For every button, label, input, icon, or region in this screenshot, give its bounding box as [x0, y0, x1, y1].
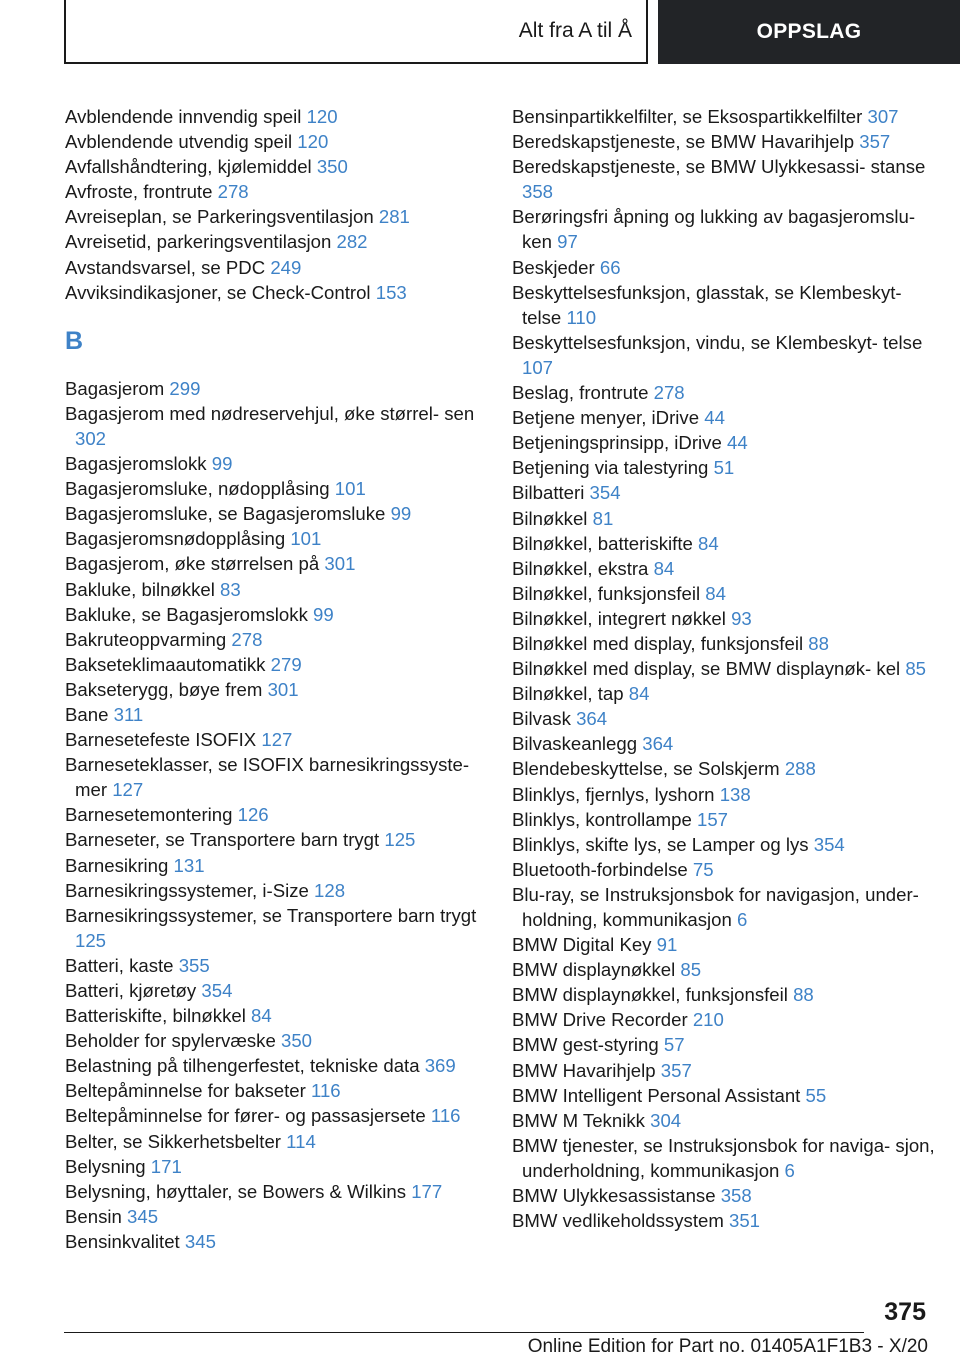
footer-edition-text: Online Edition for Part no. 01405A1F1B3 - X/20 [527, 1336, 928, 1357]
index-entry [512, 430, 937, 455]
index-entry [65, 1204, 485, 1229]
index-entry [512, 104, 937, 129]
index-entry [512, 480, 937, 505]
index-entry-page-link[interactable]: 101 [290, 528, 322, 550]
index-entry-text: Blu-ray, se Instruksjonsbok for navigasjon, under‐ holdning, kommunikasjon [512, 883, 919, 930]
index-entry-text: Bilnøkkel, tap [512, 683, 624, 705]
index-entry [512, 857, 937, 882]
index-entry-text: Batteri, kaste [65, 954, 174, 976]
index-entry [512, 606, 937, 631]
index-entry-page-link[interactable]: 345 [184, 1230, 216, 1252]
index-entry-page-link[interactable]: 6 [784, 1159, 795, 1181]
index-entry [512, 1007, 937, 1032]
index-entry [65, 727, 485, 752]
index-entry-page-link[interactable]: 153 [375, 281, 407, 303]
index-entry-text: BMW Intelligent Personal Assistant [512, 1084, 801, 1106]
index-entry-page-link[interactable]: 83 [220, 578, 241, 600]
index-entry [65, 179, 485, 204]
index-entry-text: BMW M Teknikk [512, 1109, 645, 1131]
index-entry [65, 501, 485, 526]
index-entry [512, 556, 937, 581]
index-entry-page-link[interactable]: 302 [75, 427, 107, 449]
index-entry-text: Beskyttelsesfunksjon, vindu, se Klembeskyt‐ telse [512, 331, 923, 353]
index-entry-page-link[interactable]: 304 [650, 1109, 682, 1131]
index-entry [65, 1129, 485, 1154]
index-entry-page-link[interactable]: 249 [270, 256, 302, 278]
index-entry [512, 204, 937, 254]
index-entry-text: BMW Havarihjelp [512, 1059, 656, 1081]
index-entry [512, 656, 937, 681]
index-group-a [65, 104, 485, 305]
index-entry-page-link[interactable]: 278 [653, 382, 685, 404]
index-entry [65, 878, 485, 903]
index-entry-page-link[interactable]: 128 [314, 879, 346, 901]
index-entry [512, 957, 937, 982]
index-entry [512, 506, 937, 531]
index-entry [512, 706, 937, 731]
index-entry [65, 602, 485, 627]
index-entry [65, 702, 485, 727]
index-entry-text: Belysning, høyttaler, se Bowers & Wilkins [65, 1180, 407, 1202]
index-entry-page-link[interactable]: 116 [430, 1105, 461, 1127]
index-entry-page-link[interactable]: 44 [704, 407, 725, 429]
index-entry [65, 802, 485, 827]
index-entry [65, 104, 485, 129]
index-entry-text: Beltepåminnelse for bakseter [65, 1080, 306, 1102]
index-entry-page-link[interactable]: 177 [411, 1180, 443, 1202]
index-entry-text: Batteri, kjøretøy [65, 980, 197, 1001]
index-entry-text: Bagasjerom med nødreservehjul, øke størrel‐ sen [65, 402, 475, 424]
index-entry-page-link[interactable]: 282 [336, 231, 368, 253]
index-entry-text: Bagasjeromslokk [65, 453, 207, 475]
index-entry-text: Avreisetid, parkeringsventilasjon [65, 231, 332, 253]
index-entry-page-link[interactable]: 88 [808, 632, 829, 654]
index-entry [512, 1108, 937, 1133]
index-entry [65, 280, 485, 305]
index-entry-page-link[interactable]: 350 [316, 156, 348, 178]
index-entry-text: BMW Drive Recorder [512, 1009, 688, 1031]
index-entry [65, 853, 485, 878]
index-entry [65, 376, 485, 401]
index-entry [512, 1032, 937, 1057]
index-entry-page-link[interactable]: 88 [793, 984, 814, 1006]
index-entry [512, 1083, 937, 1108]
index-entry-page-link[interactable]: 364 [642, 733, 674, 755]
index-entry-text: Blendebeskyttelse, se Solskjerm [512, 758, 780, 780]
header-section-title: Alt fra A til Å [518, 19, 632, 42]
header-section-box [64, 0, 648, 64]
index-entry-page-link[interactable]: 171 [150, 1155, 182, 1177]
index-entry-page-link[interactable]: 354 [813, 833, 845, 855]
index-entry-text: Barnesetefeste ISOFIX [65, 729, 257, 751]
index-entry-page-link[interactable]: 210 [692, 1009, 724, 1031]
index-entry-text: Bilvask [512, 708, 571, 730]
index-entry [512, 455, 937, 480]
index-entry-text: Bilnøkkel, batteriskifte [512, 532, 693, 554]
index-entry-page-link[interactable]: 354 [589, 482, 621, 504]
index-entry-page-link[interactable]: 345 [127, 1205, 159, 1227]
index-entry-page-link[interactable]: 278 [231, 628, 263, 650]
index-entry [512, 405, 937, 430]
index-entry-page-link[interactable]: 114 [286, 1130, 316, 1152]
index-entry-text: Beskyttelsesfunksjon, glasstak, se Klembeskyt‐ telse [512, 281, 902, 328]
index-entry-text: Bilnøkkel [512, 507, 588, 529]
footer-divider [64, 1332, 864, 1333]
index-entry-page-link[interactable]: 116 [311, 1080, 341, 1102]
index-entry-page-link[interactable]: 127 [112, 779, 144, 801]
index-entry [512, 581, 937, 606]
index-entry-page-link[interactable]: 55 [805, 1084, 827, 1106]
index-entry-text: Avfallshåndtering, kjølemiddel [65, 156, 312, 178]
index-entry [65, 1003, 485, 1028]
index-entry [65, 204, 485, 229]
index-entry-text: Blinklys, skifte lys, se Lamper og lys [512, 833, 809, 855]
index-entry-text: Barnesetemontering [65, 804, 233, 826]
index-entry [65, 551, 485, 576]
index-entry-page-link[interactable]: 351 [729, 1210, 761, 1232]
index-entry-page-link[interactable]: 84 [251, 1005, 272, 1027]
index-column-right [512, 104, 937, 1233]
index-entry-text: Barnesikringssystemer, i-Size [65, 879, 309, 901]
index-entry-page-link[interactable]: 157 [696, 808, 729, 830]
index-entry [65, 903, 485, 953]
index-letter-heading: B [65, 326, 84, 355]
index-entry-text: BMW gest-styring [512, 1034, 659, 1056]
index-entry [512, 782, 937, 807]
index-entry-page-link[interactable]: 91 [656, 934, 678, 956]
index-entry-text: Bakseteklimaautomatikk [65, 653, 266, 675]
index-entry-page-link[interactable]: 101 [334, 478, 366, 500]
index-entry-page-link[interactable]: 107 [522, 356, 554, 378]
index-entry [512, 807, 937, 832]
index-entry [65, 401, 485, 451]
index-entry [65, 827, 485, 852]
index-entry-text: Betjeningsprinsipp, iDrive [512, 432, 722, 454]
index-entry-page-link[interactable]: 120 [297, 131, 329, 153]
header-chapter-title: OPPSLAG [756, 20, 862, 43]
index-entry-text: Belter, se Sikkerhetsbelter [65, 1130, 281, 1152]
index-entry [512, 982, 937, 1007]
index-entry-page-link[interactable]: 110 [566, 306, 597, 328]
index-entry-text: BMW Ulykkesassistanse [512, 1185, 716, 1207]
index-entry [65, 1154, 485, 1179]
index-entry [512, 681, 937, 706]
index-entry [512, 129, 937, 154]
index-entry [65, 953, 485, 978]
index-entry [512, 380, 937, 405]
index-entry-page-link[interactable]: 299 [169, 377, 201, 399]
index-entry [65, 752, 485, 802]
index-entry-text: Batteriskifte, bilnøkkel [65, 1005, 246, 1027]
index-entry [512, 832, 937, 857]
index-entry [65, 652, 485, 677]
index-entry-text: Bane [65, 703, 109, 725]
index-entry [512, 1208, 937, 1233]
index-entry-page-link[interactable]: 51 [713, 457, 735, 479]
index-entry-text: Bilbatteri [512, 482, 585, 504]
index-entry-page-link[interactable]: 301 [267, 678, 299, 700]
index-entry [65, 677, 485, 702]
index-entry-text: Bensinkvalitet [65, 1230, 180, 1252]
index-entry-text: Bagasjeromsnødopplåsing [65, 528, 286, 550]
index-entry-page-link[interactable]: 85 [680, 959, 702, 981]
index-entry-text: Bilnøkkel med display, funksjonsfeil [512, 632, 804, 654]
index-entry-page-link[interactable]: 84 [628, 683, 650, 705]
index-entry-page-link[interactable]: 138 [719, 783, 751, 805]
index-entry [512, 1058, 937, 1083]
index-entry-page-link[interactable]: 44 [726, 432, 748, 454]
index-entry-page-link[interactable]: 354 [201, 980, 233, 1001]
index-entry-page-link[interactable]: 278 [217, 181, 249, 203]
index-entry-text: Bilnøkkel, integrert nøkkel [512, 607, 726, 629]
header-chapter-tab [658, 0, 960, 64]
index-entry-text: Avblendende innvendig speil [65, 106, 302, 127]
index-entry-page-link[interactable]: 307 [867, 106, 899, 127]
index-entry-text: Belysning [65, 1155, 146, 1177]
index-entry [65, 1229, 485, 1254]
index-entry [65, 627, 485, 652]
index-entry-page-link[interactable]: 97 [557, 231, 578, 253]
index-entry-page-link[interactable]: 75 [692, 858, 714, 880]
index-entry-text: Barneseteklasser, se ISOFIX barnesikringssyste‐ mer [65, 754, 470, 801]
index-group-b-continued [512, 104, 937, 1233]
index-entry-page-link[interactable]: 127 [261, 729, 293, 751]
index-entry-text: Bakseterygg, bøye frem [65, 678, 263, 700]
index-group-b [65, 376, 485, 1254]
index-entry-text: Betjene menyer, iDrive [512, 407, 700, 429]
index-entry [65, 1078, 485, 1103]
index-entry [65, 154, 485, 179]
index-entry [512, 1183, 937, 1208]
index-entry-text: Bilnøkkel, ekstra [512, 557, 649, 579]
index-entry-page-link[interactable]: 311 [113, 703, 144, 725]
index-entry [65, 577, 485, 602]
index-entry [65, 1103, 485, 1128]
index-entry-text: Bilnøkkel, funksjonsfeil [512, 582, 701, 604]
index-entry-text: Blinklys, kontrollampe [512, 808, 692, 830]
index-entry-page-link[interactable]: 126 [237, 804, 269, 826]
index-entry [65, 476, 485, 501]
index-entry [512, 631, 937, 656]
index-entry [512, 154, 937, 204]
index-entry [512, 756, 937, 781]
index-entry-text: Blinklys, fjernlys, lyshorn [512, 783, 715, 805]
index-entry-page-link[interactable]: 357 [660, 1059, 692, 1081]
index-entry-text: BMW Digital Key [512, 934, 652, 956]
index-entry-text: Bensinpartikkelfilter, se Eksospartikkelfilter [512, 106, 863, 127]
index-entry [512, 330, 937, 380]
index-entry-page-link[interactable]: 281 [378, 206, 410, 228]
index-entry-text: Avstandsvarsel, se PDC [65, 256, 266, 278]
index-entry [512, 255, 937, 280]
index-entry-text: Avfroste, frontrute [65, 181, 213, 203]
index-entry-text: Barneseter, se Transportere barn trygt [65, 829, 380, 851]
index-entry-text: BMW tjenester, se Instruksjonsbok for naviga‐ sjon, underholdning, kommunikasjon [512, 1134, 935, 1181]
index-entry [65, 526, 485, 551]
index-entry [512, 280, 937, 330]
index-entry-page-link[interactable]: 66 [599, 256, 621, 278]
index-entry-text: Bakluke, se Bagasjeromslokk [65, 603, 308, 625]
index-entry-page-link[interactable]: 279 [270, 653, 302, 675]
index-entry-page-link[interactable]: 350 [281, 1030, 313, 1052]
index-entry-text: Bilvaskeanlegg [512, 733, 638, 755]
index-entry-text: Beredskapstjeneste, se BMW Ulykkesassi‐ stanse [512, 156, 926, 178]
index-entry-text: Bakruteoppvarming [65, 628, 227, 650]
index-entry-text: Beredskapstjeneste, se BMW Havarihjelp [512, 131, 855, 153]
index-entry-page-link[interactable]: 6 [737, 909, 748, 930]
index-entry [512, 932, 937, 957]
index-entry-page-link[interactable]: 125 [75, 929, 107, 951]
index-entry [65, 229, 485, 254]
index-entry [65, 1179, 485, 1204]
index-entry-page-link[interactable]: 81 [592, 507, 614, 529]
index-entry-text: Barnesikringssystemer, se Transportere barn trygt [65, 904, 477, 926]
index-entry [65, 1053, 485, 1078]
index-entry-page-link[interactable]: 84 [705, 582, 726, 604]
index-entry-page-link[interactable]: 358 [720, 1185, 752, 1207]
index-entry-text: Bagasjerom, øke størrelsen på [65, 553, 320, 575]
index-entry-text: Berøringsfri åpning og lukking av bagasjeromslu‐ ken [512, 206, 916, 253]
index-column-left [65, 104, 485, 1254]
index-entry-page-link[interactable]: 301 [324, 553, 356, 575]
index-entry-page-link[interactable]: 357 [859, 131, 891, 153]
index-entry [512, 531, 937, 556]
page-number: 375 [884, 1298, 926, 1326]
index-entry [512, 882, 937, 932]
index-entry-page-link[interactable]: 131 [173, 854, 205, 876]
index-entry [512, 1133, 937, 1183]
index-entry-text: Barnesikring [65, 854, 169, 876]
index-entry-text: BMW vedlikeholdssystem [512, 1210, 724, 1232]
index-entry-page-link[interactable]: 99 [313, 603, 334, 625]
index-entry-page-link[interactable]: 99 [211, 453, 233, 475]
index-entry [65, 978, 485, 1003]
index-entry-text: Belastning på tilhengerfestet, tekniske data [65, 1055, 420, 1077]
index-entry [65, 129, 485, 154]
index-entry-text: Avreiseplan, se Parkeringsventilasjon [65, 206, 374, 228]
index-entry-text: Bagasjerom [65, 377, 165, 399]
index-entry-page-link[interactable]: 369 [424, 1055, 456, 1077]
index-entry-text: Bilnøkkel med display, se BMW displaynøk‐ kel [512, 658, 901, 680]
index-entry-text: BMW displaynøkkel, funksjonsfeil [512, 984, 788, 1006]
index-entry-text: Beltepåminnelse for fører- og passasjersete [65, 1105, 426, 1127]
index-entry-page-link[interactable]: 364 [576, 708, 608, 730]
index-entry [65, 1028, 485, 1053]
index-entry [512, 731, 937, 756]
index-entry-text: Beslag, frontrute [512, 382, 649, 404]
index-entry [65, 255, 485, 280]
index-entry-text: Betjening via talestyring [512, 457, 709, 479]
index-entry-page-link[interactable]: 355 [178, 954, 210, 976]
index-entry-page-link[interactable]: 99 [390, 503, 412, 525]
index-entry-page-link[interactable]: 125 [384, 829, 416, 851]
index-entry-page-link[interactable]: 120 [306, 106, 338, 127]
index-entry-text: Avviksindikasjoner, se Check-Control [65, 281, 371, 303]
index-entry [65, 451, 485, 476]
index-entry-text: BMW displaynøkkel [512, 959, 676, 981]
index-entry-text: Beskjeder [512, 256, 595, 278]
index-entry-text: Beholder for spylervæske [65, 1030, 276, 1052]
index-entry-page-link[interactable]: 57 [663, 1034, 685, 1056]
index-entry-page-link[interactable]: 93 [731, 607, 752, 629]
index-entry-text: Avblendende utvendig speil [65, 131, 293, 153]
index-entry-page-link[interactable]: 288 [784, 758, 816, 780]
index-entry-text: Bakluke, bilnøkkel [65, 578, 215, 600]
index-entry-page-link[interactable]: 85 [905, 658, 927, 680]
index-entry-page-link[interactable]: 358 [522, 181, 554, 203]
index-entry-text: Bagasjeromsluke, nødopplåsing [65, 478, 330, 500]
index-entry-page-link[interactable]: 84 [653, 557, 675, 579]
index-entry-text: Bluetooth-forbindelse [512, 858, 688, 880]
index-entry-page-link[interactable]: 84 [698, 532, 719, 554]
index-entry-text: Bensin [65, 1205, 122, 1227]
index-entry-text: Bagasjeromsluke, se Bagasjeromsluke [65, 503, 386, 525]
